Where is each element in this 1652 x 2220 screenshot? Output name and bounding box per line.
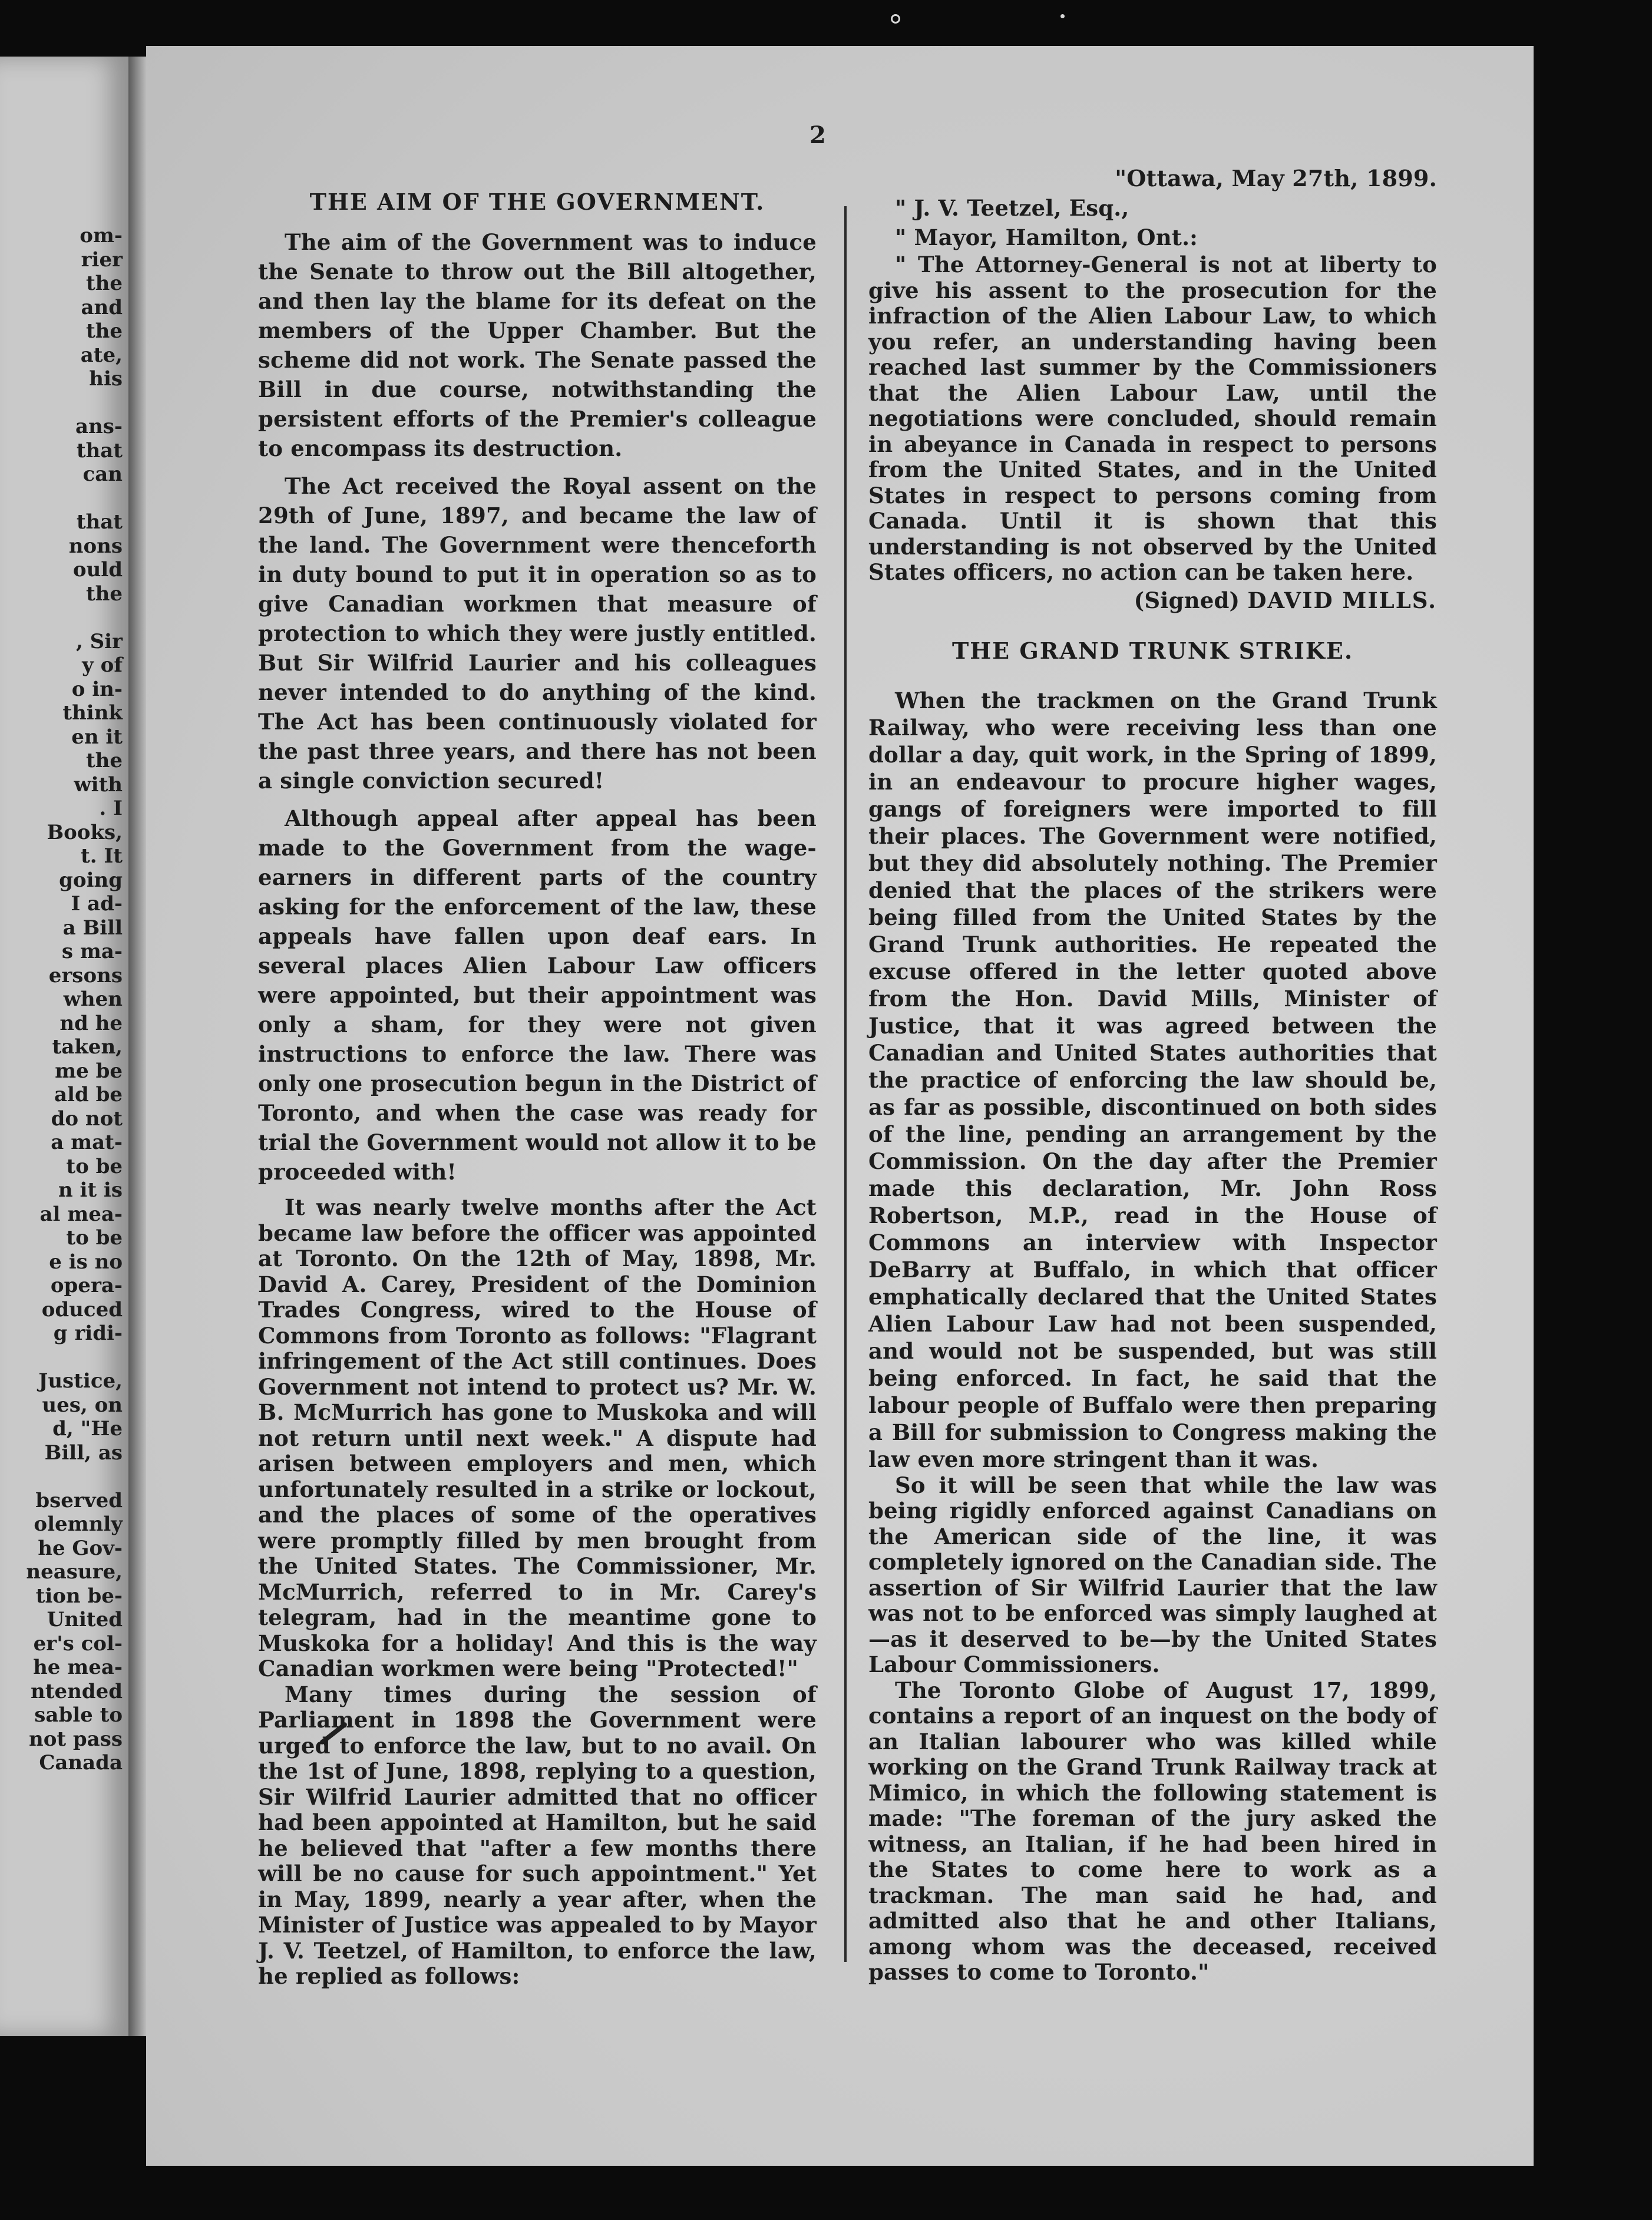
letter-signature (868, 586, 1437, 615)
paragraph: So it will be seen that while the law was being rigidly enforced against Canadians on the American side of the line, it was completely ignored on the Canadian side. The assertion of Sir Wilfrid Laurier that the law was not to be enforced was simply laughed at—as it deserved to be—by the United States Labour Commissioners. (868, 1472, 1437, 1677)
previous-page-fragment: he Gov- (38, 1536, 123, 1560)
previous-page-fragment: sable to (34, 1703, 123, 1727)
scan-dot (1060, 14, 1065, 18)
letter-addressee: " J. V. Teetzel, Esq., (895, 195, 1129, 221)
previous-page-fragment: g ridi- (53, 1322, 123, 1345)
newspaper-page (146, 46, 1534, 2166)
article-heading-strike: THE GRAND TRUNK STRIKE. (951, 637, 1354, 664)
previous-page-fragment: the (85, 582, 123, 606)
previous-page-fragment: ald be (54, 1083, 123, 1106)
previous-page-fragment: can (82, 462, 123, 486)
previous-page-fragment: and (81, 295, 123, 319)
previous-page-fragment: Books, (47, 820, 123, 844)
paragraph: The Act received the Royal assent on the 29th of June, 1897, and became the law of the land. The Government were thenceforth in duty bound to put it in operation so as to give Canadian workmen that measure of protection to which they were justly entitled. But Sir Wilfrid Laurier and his colleagues never intended to do anything of the kind. The Act has been continuously violated for the past three years, and there has not been a single conviction secured! (258, 473, 817, 794)
previous-page-fragment: a mat- (51, 1131, 123, 1154)
previous-page-fragment: , Sir (75, 629, 123, 653)
previous-page-edge (0, 57, 128, 2036)
previous-page-fragment: taken, (52, 1035, 123, 1059)
previous-page-fragment: d, "He (52, 1417, 123, 1441)
previous-page-fragment: en it (71, 725, 123, 749)
previous-page-fragment (26, 1465, 123, 1489)
previous-page-fragment: think (62, 701, 123, 725)
left-column (258, 187, 817, 1990)
previous-page-fragment: the (85, 319, 123, 343)
right-column (868, 164, 1437, 1986)
previous-page-fragment (26, 391, 123, 415)
previous-page-fragment: olemnly (34, 1512, 123, 1536)
previous-page-fragment: to be (66, 1226, 123, 1250)
previous-page-fragment: e is no (49, 1250, 123, 1274)
previous-page-fragment: er's col- (33, 1631, 123, 1656)
previous-page-fragment: opera- (50, 1274, 123, 1297)
previous-page-fragment: n it is (58, 1178, 123, 1202)
column-divider (844, 206, 847, 1962)
previous-page-fragment: bserved (35, 1488, 123, 1512)
previous-page-fragment: tion be- (35, 1584, 123, 1608)
previous-page-fragment: nons (68, 534, 123, 558)
signed-name: DAVID MILLS. (1247, 587, 1437, 613)
previous-page-fragment: ues, on (42, 1393, 123, 1417)
previous-page-fragment: Canada (39, 1751, 123, 1775)
previous-page-fragment: that (76, 438, 123, 462)
previous-page-fragment: he mea- (33, 1656, 123, 1679)
previous-page-fragment: a Bill (62, 916, 123, 940)
previous-page-text-fragments (26, 224, 123, 1775)
previous-page-fragment: to be (66, 1154, 123, 1178)
previous-page-fragment: going (59, 868, 123, 892)
previous-page-fragment: om- (80, 224, 123, 247)
previous-page-fragment: oduced (41, 1297, 123, 1322)
previous-page-fragment: ersons (48, 963, 123, 987)
previous-page-fragment: the (85, 749, 123, 772)
previous-page-fragment: t. It (81, 844, 123, 868)
previous-page-fragment (26, 606, 123, 630)
paragraph: When the trackmen on the Grand Trunk Railway, who were receiving less than one dollar a day, quit work, in the Spring of 1899, in an endeavour to procure higher wages, gangs of foreigners were imported to fill their places. The Government were notified, but they did absolutely nothing. The Premier denied that the places of the strikers were being filled from the United States by the Grand Trunk authorities. He repeated the excuse offered in the letter quoted above from the Hon. David Mills, Minister of Justice, that it was agreed between the Canadian and United States authorities that the practice of enforcing the law should be, as far as possible, discontinued on both sides of the line, pending an arrangement by the Commission. On the day after the Premier made this declaration, Mr. John Ross Robertson, M.P., read in the House of Commons an interview with Inspector DeBarry at Buffalo, in which that officer emphatically declared that the United States Alien Labour Law had not been suspended, and would not be suspended, but was still being enforced. In fact, he said that the labour people of Buffalo were then preparing a Bill for submission to Congress making the law even more stringent than it was. (868, 687, 1437, 1472)
previous-page-fragment: rier (81, 247, 123, 272)
previous-page-fragment: Justice, (38, 1369, 123, 1393)
paragraph: It was nearly twelve months after the Act became law before the officer was appointed at Toronto. On the 12th of May, 1898, Mr. David A. Carey, President of the Dominion Trades Congress, wired to the House of Commons from Toronto as follows: "Flagrant infringement of the Act still continues. Does Government not intend to protect us? Mr. W. B. McMurrich has gone to Muskoka and will not return until next week." A dispute had arisen between employers and men, which unfortunately resulted in a strike or lockout, and the places of some of the operatives were promptly filled by men brought from the United States. The Commissioner, Mr. McMurrich, referred to in Mr. Carey's telegram, had in the meantime gone to Muskoka for a holiday! And this is the way Canadian workmen were being "Protected!" (258, 1194, 817, 1681)
previous-page-fragment: when (63, 987, 123, 1011)
scan-mark (891, 14, 900, 24)
previous-page-fragment: ntended (31, 1679, 123, 1703)
paragraph: The aim of the Government was to induce the Senate to throw out the Bill altogether, and then lay the blame for its defeat on the members of the Upper Chamber. But the scheme did not work. The Senate passed the Bill in due course, notwithstanding the persistent efforts of the Premier's colleague to encompass its destruction. (258, 229, 817, 461)
previous-page-fragment: y of (82, 653, 123, 677)
previous-page-fragment: s ma- (61, 940, 123, 963)
previous-page-fragment: nd he (60, 1011, 123, 1035)
paragraph: Many times during the session of Parliament in 1898 the Government were urged to enforce the law, but to no avail. On the 1st of June, 1898, replying to a question, Sir Wilfrid Laurier admitted that no officer had been appointed at Hamilton, but he said he believed that "after a few months there will be no cause for such appointment." Yet in May, 1899, nearly a year after, when the Minister of Justice was appealed to by Mayor J. V. Teetzel, of Hamilton, to enforce the law, he replied as follows: (258, 1681, 817, 1989)
previous-page-fragment: that (76, 510, 123, 534)
previous-page-fragment: neasure, (26, 1560, 123, 1584)
previous-page-fragment (26, 487, 123, 511)
previous-page-fragment: the (85, 272, 123, 295)
previous-page-fragment: his (89, 367, 123, 391)
previous-page-fragment: do not (51, 1106, 123, 1131)
letter-body: " The Attorney-General is not at liberty to give his assent to the prosecution for the infraction of the Alien Labour Law, to which you refer, an understanding having been reached last summer by the Commissioners that the Alien Labour Law, until the negotiations were concluded, should remain in abeyance in Canada in respect to persons from the United States, and in the United States in respect to persons coming from Canada. Until it is shown that this understanding is not observed by the United States officers, no action can be taken here. (868, 252, 1437, 585)
previous-page-fragment: with (74, 772, 123, 797)
previous-page-fragment: not pass (28, 1727, 123, 1751)
article-heading-aim: THE AIM OF THE GOVERNMENT. (309, 189, 765, 215)
letter-dateline: "Ottawa, May 27th, 1899. (1115, 165, 1437, 191)
previous-page-fragment: o in- (71, 677, 123, 701)
paragraph: The Toronto Globe of August 17, 1899, contains a report of an inquest on the body of an Italian labourer who was killed while working on the Grand Trunk Railway track at Mimico, in which the following statement is made: "The foreman of the jury asked the witness, an Italian, if he had been hired in the States to come here to work as a trackman. The man said he had, and admitted also that he and other Italians, among whom was the deceased, received passes to come to Toronto." (868, 1677, 1437, 1985)
previous-page-fragment: ans- (75, 415, 123, 438)
page-gutter (128, 57, 146, 2036)
previous-page-fragment: Bill, as (44, 1441, 123, 1465)
paragraph: Although appeal after appeal has been made to the Government from the wage-earners in different parts of the country asking for the enforcement of the law, these appeals have fallen upon deaf ears. In several places Alien Labour Law officers were appointed, but their appointment was only a sham, for they were not given instructions to enforce the law. There was only one prosecution begun in the District of Toronto, and when the case was ready for trial the Government would not allow it to be proceeded with! (258, 805, 817, 1185)
previous-page-fragment (26, 1346, 123, 1370)
previous-page-fragment: . I (99, 797, 123, 820)
signed-prefix: (Signed) (1134, 587, 1240, 613)
previous-page-fragment: ould (72, 558, 123, 582)
previous-page-fragment: me be (55, 1059, 123, 1083)
previous-page-fragment: ate, (80, 343, 123, 367)
previous-page-fragment: United (47, 1608, 123, 1631)
page-number: 2 (810, 121, 826, 149)
letter-addressee-title: " Mayor, Hamilton, Ont.: (895, 224, 1198, 250)
previous-page-fragment: al mea- (39, 1202, 123, 1226)
previous-page-fragment: I ad- (71, 892, 123, 916)
